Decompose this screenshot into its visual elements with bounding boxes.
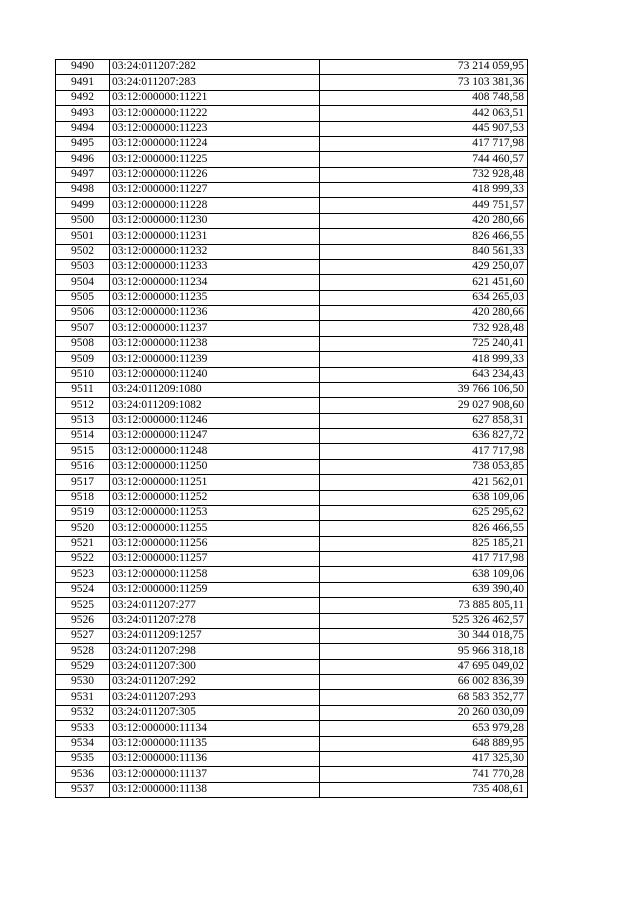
row-number-cell: 9503: [56, 259, 110, 274]
row-number-cell: 9531: [56, 690, 110, 705]
table-row: [56, 659, 528, 674]
row-number-cell: 9534: [56, 736, 110, 751]
cadastral-value-cell: 30 344 018,75: [320, 628, 528, 643]
cadastral-value-cell: 95 966 318,18: [320, 644, 528, 659]
cadastral-value-cell: 840 561,33: [320, 244, 528, 259]
cadastral-number-cell: 03:24:011207:293: [110, 690, 320, 705]
cadastral-number-cell: 03:12:000000:11235: [110, 290, 320, 305]
table-row: [56, 367, 528, 382]
cadastral-value-cell: 826 466,55: [320, 229, 528, 244]
row-number-cell: 9523: [56, 567, 110, 582]
table-row: [56, 167, 528, 182]
cadastral-number-cell: 03:24:011207:282: [110, 60, 320, 75]
row-number-cell: 9518: [56, 490, 110, 505]
table-row: [56, 275, 528, 290]
cadastral-value-cell: 408 748,58: [320, 90, 528, 105]
table-row: [56, 398, 528, 413]
row-number-cell: 9532: [56, 705, 110, 720]
table-row: [56, 459, 528, 474]
row-number-cell: 9497: [56, 167, 110, 182]
row-number-cell: 9522: [56, 552, 110, 567]
cadastral-number-cell: 03:12:000000:11222: [110, 106, 320, 121]
table-row: [56, 444, 528, 459]
table-row: [56, 413, 528, 428]
row-number-cell: 9536: [56, 767, 110, 782]
table-row: [56, 552, 528, 567]
table-row: [56, 90, 528, 105]
cadastral-number-cell: 03:12:000000:11236: [110, 306, 320, 321]
table-row: [56, 183, 528, 198]
cadastral-number-cell: 03:24:011207:305: [110, 705, 320, 720]
cadastral-number-cell: 03:12:000000:11253: [110, 505, 320, 520]
cadastral-number-cell: 03:24:011207:298: [110, 644, 320, 659]
table-row: [56, 336, 528, 351]
table-row: [56, 567, 528, 582]
cadastral-number-cell: 03:12:000000:11135: [110, 736, 320, 751]
row-number-cell: 9506: [56, 306, 110, 321]
cadastral-number-cell: 03:12:000000:11251: [110, 475, 320, 490]
cadastral-value-cell: 638 109,06: [320, 490, 528, 505]
cadastral-value-cell: 648 889,95: [320, 736, 528, 751]
row-number-cell: 9513: [56, 413, 110, 428]
row-number-cell: 9500: [56, 213, 110, 228]
cadastral-value-cell: 825 185,21: [320, 536, 528, 551]
cadastral-number-cell: 03:12:000000:11223: [110, 121, 320, 136]
row-number-cell: 9530: [56, 675, 110, 690]
table-row: [56, 751, 528, 766]
cadastral-number-cell: 03:12:000000:11258: [110, 567, 320, 582]
table-row: [56, 521, 528, 536]
cadastral-value-cell: 634 265,03: [320, 290, 528, 305]
table-row: [56, 152, 528, 167]
cadastral-value-cell: 445 907,53: [320, 121, 528, 136]
row-number-cell: 9504: [56, 275, 110, 290]
cadastral-number-cell: 03:12:000000:11226: [110, 167, 320, 182]
cadastral-number-cell: 03:12:000000:11134: [110, 721, 320, 736]
table-row: [56, 136, 528, 151]
cadastral-number-cell: 03:12:000000:11224: [110, 136, 320, 151]
cadastral-value-cell: 525 326 462,57: [320, 613, 528, 628]
row-number-cell: 9495: [56, 136, 110, 151]
cadastral-number-cell: 03:12:000000:11259: [110, 582, 320, 597]
table-row: [56, 106, 528, 121]
cadastral-value-cell: 417 717,98: [320, 136, 528, 151]
cadastral-number-cell: 03:12:000000:11239: [110, 352, 320, 367]
row-number-cell: 9508: [56, 336, 110, 351]
cadastral-value-cell: 735 408,61: [320, 782, 528, 797]
row-number-cell: 9507: [56, 321, 110, 336]
table-row: [56, 690, 528, 705]
row-number-cell: 9512: [56, 398, 110, 413]
row-number-cell: 9521: [56, 536, 110, 551]
cadastral-number-cell: 03:24:011207:278: [110, 613, 320, 628]
cadastral-value-cell: 738 053,85: [320, 459, 528, 474]
cadastral-value-cell: 417 717,98: [320, 444, 528, 459]
table-row: [56, 721, 528, 736]
cadastral-value-cell: 417 717,98: [320, 552, 528, 567]
cadastral-number-cell: 03:24:011209:1257: [110, 628, 320, 643]
table-row: [56, 505, 528, 520]
cadastral-value-cell: 744 460,57: [320, 152, 528, 167]
table-row: [56, 782, 528, 797]
table-row: [56, 321, 528, 336]
cadastral-number-cell: 03:12:000000:11234: [110, 275, 320, 290]
cadastral-value-cell: 442 063,51: [320, 106, 528, 121]
row-number-cell: 9490: [56, 60, 110, 75]
cadastral-number-cell: 03:24:011207:283: [110, 75, 320, 90]
row-number-cell: 9496: [56, 152, 110, 167]
row-number-cell: 9529: [56, 659, 110, 674]
row-number-cell: 9492: [56, 90, 110, 105]
cadastral-value-cell: 449 751,57: [320, 198, 528, 213]
table-row: [56, 644, 528, 659]
cadastral-value-cell: 29 027 908,60: [320, 398, 528, 413]
cadastral-number-cell: 03:12:000000:11240: [110, 367, 320, 382]
table-row: [56, 229, 528, 244]
cadastral-number-cell: 03:12:000000:11230: [110, 213, 320, 228]
table-row: [56, 60, 528, 75]
table-row: [56, 290, 528, 305]
cadastral-value-cell: 732 928,48: [320, 321, 528, 336]
cadastral-number-cell: 03:24:011209:1080: [110, 382, 320, 397]
table-row: [56, 598, 528, 613]
cadastral-value-cell: 73 103 381,36: [320, 75, 528, 90]
table-row: [56, 736, 528, 751]
row-number-cell: 9517: [56, 475, 110, 490]
table-row: [56, 767, 528, 782]
row-number-cell: 9519: [56, 505, 110, 520]
row-number-cell: 9528: [56, 644, 110, 659]
table-row: [56, 675, 528, 690]
row-number-cell: 9515: [56, 444, 110, 459]
cadastral-value-cell: 638 109,06: [320, 567, 528, 582]
cadastral-number-cell: 03:12:000000:11221: [110, 90, 320, 105]
cadastral-number-cell: 03:12:000000:11232: [110, 244, 320, 259]
row-number-cell: 9494: [56, 121, 110, 136]
row-number-cell: 9526: [56, 613, 110, 628]
table-row: [56, 582, 528, 597]
cadastral-number-cell: 03:12:000000:11257: [110, 552, 320, 567]
table-row: [56, 705, 528, 720]
table-row: [56, 536, 528, 551]
cadastral-number-cell: 03:24:011207:292: [110, 675, 320, 690]
row-number-cell: 9501: [56, 229, 110, 244]
row-number-cell: 9510: [56, 367, 110, 382]
row-number-cell: 9525: [56, 598, 110, 613]
cadastral-value-cell: 429 250,07: [320, 259, 528, 274]
cadastral-value-cell: 68 583 352,77: [320, 690, 528, 705]
cadastral-value-cell: 20 260 030,09: [320, 705, 528, 720]
row-number-cell: 9520: [56, 521, 110, 536]
cadastral-number-cell: 03:12:000000:11231: [110, 229, 320, 244]
cadastral-value-cell: 625 295,62: [320, 505, 528, 520]
row-number-cell: 9493: [56, 106, 110, 121]
cadastral-number-cell: 03:12:000000:11252: [110, 490, 320, 505]
cadastral-number-cell: 03:12:000000:11233: [110, 259, 320, 274]
table-row: [56, 475, 528, 490]
cadastral-number-cell: 03:12:000000:11225: [110, 152, 320, 167]
cadastral-value-cell: 418 999,33: [320, 183, 528, 198]
row-number-cell: 9505: [56, 290, 110, 305]
cadastral-value-cell: 725 240,41: [320, 336, 528, 351]
table-row: [56, 244, 528, 259]
cadastral-value-cell: 73 214 059,95: [320, 60, 528, 75]
row-number-cell: 9537: [56, 782, 110, 797]
table-row: [56, 429, 528, 444]
row-number-cell: 9498: [56, 183, 110, 198]
cadastral-value-cell: 826 466,55: [320, 521, 528, 536]
table-row: [56, 352, 528, 367]
cadastral-number-cell: 03:12:000000:11227: [110, 183, 320, 198]
table-row: [56, 121, 528, 136]
cadastral-value-cell: 636 827,72: [320, 429, 528, 444]
cadastral-number-cell: 03:12:000000:11136: [110, 751, 320, 766]
cadastral-number-cell: 03:12:000000:11228: [110, 198, 320, 213]
table-body: [56, 60, 528, 798]
table-row: [56, 259, 528, 274]
cadastral-value-cell: 420 280,66: [320, 213, 528, 228]
table-row: [56, 628, 528, 643]
cadastral-value-cell: 420 280,66: [320, 306, 528, 321]
row-number-cell: 9491: [56, 75, 110, 90]
row-number-cell: 9533: [56, 721, 110, 736]
row-number-cell: 9514: [56, 429, 110, 444]
cadastral-number-cell: 03:12:000000:11247: [110, 429, 320, 444]
cadastral-number-cell: 03:12:000000:11248: [110, 444, 320, 459]
row-number-cell: 9509: [56, 352, 110, 367]
cadastral-number-cell: 03:24:011207:277: [110, 598, 320, 613]
cadastral-value-cell: 421 562,01: [320, 475, 528, 490]
cadastral-value-cell: 627 858,31: [320, 413, 528, 428]
cadastral-value-cell: 741 770,28: [320, 767, 528, 782]
table-row: [56, 75, 528, 90]
row-number-cell: 9502: [56, 244, 110, 259]
cadastral-number-cell: 03:12:000000:11256: [110, 536, 320, 551]
cadastral-value-cell: 732 928,48: [320, 167, 528, 182]
cadastral-value-cell: 418 999,33: [320, 352, 528, 367]
cadastral-number-cell: 03:12:000000:11237: [110, 321, 320, 336]
cadastral-value-cell: 643 234,43: [320, 367, 528, 382]
row-number-cell: 9516: [56, 459, 110, 474]
table-row: [56, 613, 528, 628]
cadastral-number-cell: 03:12:000000:11137: [110, 767, 320, 782]
cadastral-value-cell: 39 766 106,50: [320, 382, 528, 397]
cadastral-number-cell: 03:12:000000:11238: [110, 336, 320, 351]
cadastral-value-cell: 621 451,60: [320, 275, 528, 290]
table-row: [56, 213, 528, 228]
cadastral-number-cell: 03:24:011207:300: [110, 659, 320, 674]
cadastral-value-table: [55, 59, 528, 798]
cadastral-number-cell: 03:24:011209:1082: [110, 398, 320, 413]
table-row: [56, 382, 528, 397]
table-row: [56, 490, 528, 505]
cadastral-value-cell: 73 885 805,11: [320, 598, 528, 613]
row-number-cell: 9535: [56, 751, 110, 766]
cadastral-number-cell: 03:12:000000:11250: [110, 459, 320, 474]
cadastral-value-cell: 653 979,28: [320, 721, 528, 736]
cadastral-value-cell: 639 390,40: [320, 582, 528, 597]
cadastral-number-cell: 03:12:000000:11255: [110, 521, 320, 536]
cadastral-value-cell: 417 325,30: [320, 751, 528, 766]
row-number-cell: 9527: [56, 628, 110, 643]
table-row: [56, 306, 528, 321]
cadastral-value-cell: 47 695 049,02: [320, 659, 528, 674]
row-number-cell: 9499: [56, 198, 110, 213]
cadastral-number-cell: 03:12:000000:11138: [110, 782, 320, 797]
row-number-cell: 9511: [56, 382, 110, 397]
cadastral-value-cell: 66 002 836,39: [320, 675, 528, 690]
cadastral-number-cell: 03:12:000000:11246: [110, 413, 320, 428]
row-number-cell: 9524: [56, 582, 110, 597]
table-row: [56, 198, 528, 213]
